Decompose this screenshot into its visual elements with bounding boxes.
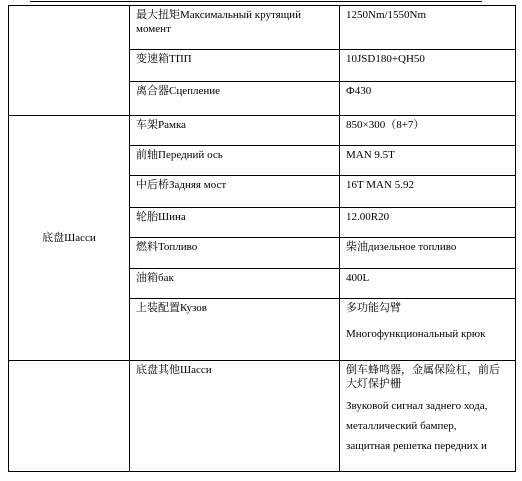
param-label: 底盘其他Шасси xyxy=(136,364,212,376)
value-text: 柴油дизельное топливо xyxy=(346,241,457,253)
value-text: MAN 9.5T xyxy=(346,149,395,161)
param-cell xyxy=(130,269,340,299)
value-cell xyxy=(340,116,516,146)
param-cell xyxy=(130,361,340,472)
param-label: 燃料Топливо xyxy=(136,241,198,253)
param-label: 中后桥Задняя мост xyxy=(136,179,227,191)
value-text: 1250Nm/1550Nm xyxy=(346,9,427,21)
group-cell-chassis xyxy=(9,116,130,361)
value-text: 倒车蜂鸣器，金属保险杠，前后 xyxy=(346,364,500,376)
param-cell xyxy=(130,50,340,82)
value-text: 850×300（8+7） xyxy=(346,119,425,131)
param-cell xyxy=(130,116,340,146)
param-cell xyxy=(130,299,340,361)
value-text: 多功能勾臂 xyxy=(346,302,401,314)
value-text: Многофункциональный крюк xyxy=(346,328,486,340)
group-label: 底盘Шасси xyxy=(42,232,96,244)
value-text: Ф430 xyxy=(346,85,372,97)
param-cell xyxy=(130,208,340,238)
param-label: 上装配置Кузов xyxy=(136,302,207,314)
value-text: металлический бампер, xyxy=(346,420,457,432)
value-text: 12.00R20 xyxy=(346,211,390,223)
group-cell-empty xyxy=(9,361,130,472)
value-text: 16T MAN 5.92 xyxy=(346,179,414,191)
param-cell xyxy=(130,238,340,269)
param-label: 前轴Передний ось xyxy=(136,149,223,161)
param-label: 油箱бак xyxy=(136,272,174,284)
value-cell xyxy=(340,269,516,299)
table-row xyxy=(9,116,516,146)
param-cell xyxy=(130,6,340,50)
value-cell xyxy=(340,176,516,208)
param-cell xyxy=(130,176,340,208)
value-text: 大灯保护栅 xyxy=(346,378,401,390)
value-cell xyxy=(340,82,516,116)
group-cell-empty xyxy=(9,6,130,116)
param-cell xyxy=(130,82,340,116)
param-label: 轮胎Шина xyxy=(136,211,186,223)
param-label: 变速箱ТПП xyxy=(136,53,192,65)
value-cell xyxy=(340,361,516,472)
value-cell xyxy=(340,146,516,176)
top-border-line xyxy=(30,1,482,2)
param-label: 车架Рамка xyxy=(136,119,187,131)
value-cell xyxy=(340,6,516,50)
table-row xyxy=(9,6,516,50)
value-cell xyxy=(340,50,516,82)
param-label: момент xyxy=(136,23,171,35)
value-cell xyxy=(340,238,516,269)
value-cell xyxy=(340,299,516,361)
param-cell xyxy=(130,146,340,176)
param-label: 离合器Сцепление xyxy=(136,85,221,97)
table-row xyxy=(9,361,516,472)
value-text: защитная решетка передних и xyxy=(346,440,487,452)
value-text: 400L xyxy=(346,272,370,284)
spec-table xyxy=(8,5,516,472)
value-cell xyxy=(340,208,516,238)
param-label: 最大扭矩Максимальный крутящий xyxy=(136,9,301,21)
value-text: 10JSD180+QH50 xyxy=(346,53,425,65)
value-text: Звуковой сигнал заднего хода, xyxy=(346,400,488,412)
